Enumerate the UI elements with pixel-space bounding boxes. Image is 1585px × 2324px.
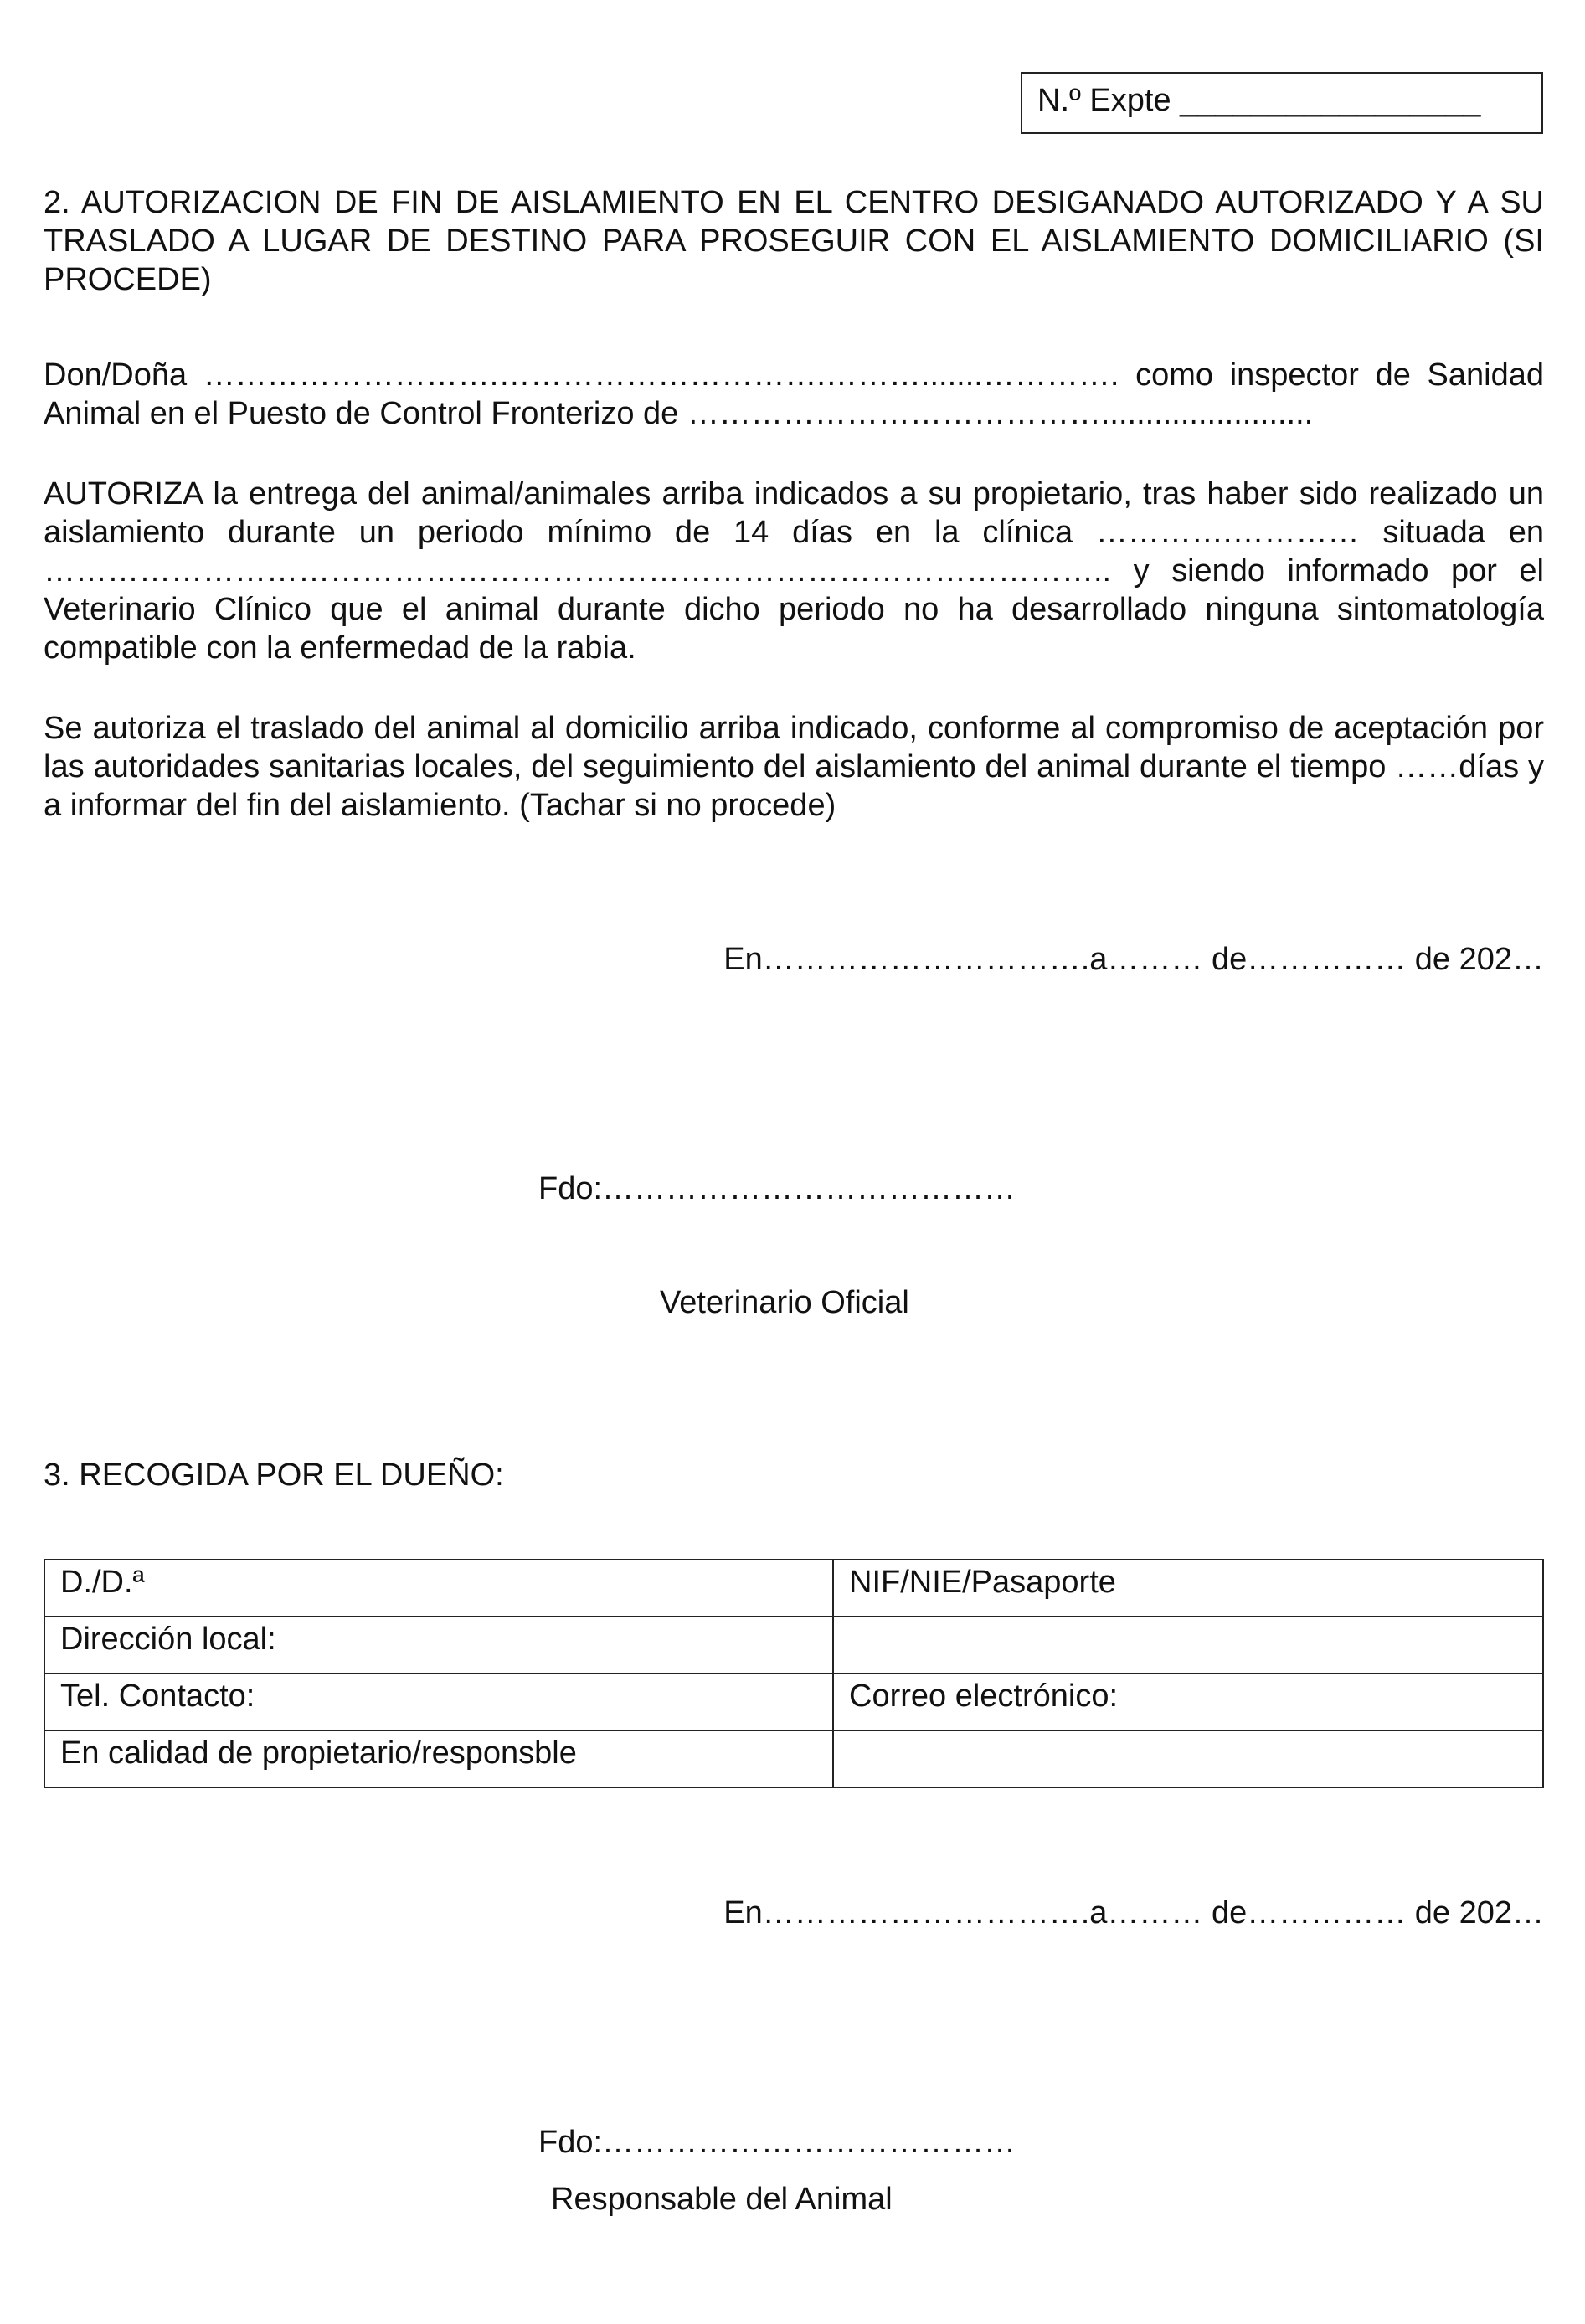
table-row bbox=[44, 1674, 1543, 1730]
transfer-paragraph: Se autoriza el traslado del animal al domicilio arriba indicado, conforme al compromiso de aceptación por las autoridades sanitarias locales, del seguimiento del aislamiento del animal durante el tiempo ……días y a informar del fin del aislamiento. (Tachar si no procede) bbox=[44, 711, 1544, 823]
owner-capacity-cell[interactable]: En calidad de propietario/responsble bbox=[44, 1730, 833, 1787]
signature-line-section-3: Fdo:………………………………… bbox=[538, 2125, 1016, 2160]
date-line-section-3: En………………………….a……… de…………… de 202… bbox=[723, 1895, 1544, 1931]
authorization-paragraph: AUTORIZA la entrega del animal/animales arriba indicados a su propietario, tras haber sido realizado un aislamiento durante un periodo mínimo de 14 días en la clínica ………….………… situada en ……………………………………………………………………………………….. y siendo informado por el Veterinario Clínico que el animal durante dicho periodo no ha desarrollado ninguna sintomatología compatible con la enfermedad de la rabia. bbox=[44, 476, 1544, 666]
signer-role-responsable: Responsable del Animal bbox=[551, 2182, 893, 2217]
owner-email-cell[interactable]: Correo electrónico: bbox=[833, 1674, 1543, 1730]
section-2-title: 2. AUTORIZACION DE FIN DE AISLAMIENTO EN EL CENTRO DESIGANADO AUTORIZADO Y A SU TRASLADO A LUGAR DE DESTINO PARA PROSEGUIR CON EL AISLAMIENTO DOMICILIARIO (SI PROCEDE) bbox=[44, 185, 1544, 297]
empty-cell[interactable] bbox=[833, 1730, 1543, 1787]
table-row bbox=[44, 1560, 1543, 1617]
owner-details-table bbox=[44, 1559, 1544, 1788]
owner-address-cell[interactable]: Dirección local: bbox=[44, 1617, 833, 1674]
table-row bbox=[44, 1730, 1543, 1787]
empty-cell[interactable] bbox=[833, 1617, 1543, 1674]
expediente-label: N.º Expte _________________ bbox=[1037, 83, 1481, 118]
inspector-paragraph: Don/Doña ……………………….………………………….……….......…………. como inspector de Sanidad Animal en el Puesto de Control Fronterizo de …………………………………........................ bbox=[44, 357, 1544, 431]
section-3-title: 3. RECOGIDA POR EL DUEÑO: bbox=[44, 1458, 504, 1493]
signature-line-section-2: Fdo:………………………………… bbox=[538, 1171, 1016, 1206]
date-line-section-2: En………………………….a……… de…………… de 202… bbox=[723, 942, 1544, 977]
owner-name-cell[interactable]: D./D.ª bbox=[44, 1560, 833, 1617]
table-row bbox=[44, 1617, 1543, 1674]
owner-id-cell[interactable]: NIF/NIE/Pasaporte bbox=[833, 1560, 1543, 1617]
owner-phone-cell[interactable]: Tel. Contacto: bbox=[44, 1674, 833, 1730]
expediente-number-box bbox=[1021, 72, 1543, 134]
signer-role-veterinario: Veterinario Oficial bbox=[660, 1285, 909, 1320]
